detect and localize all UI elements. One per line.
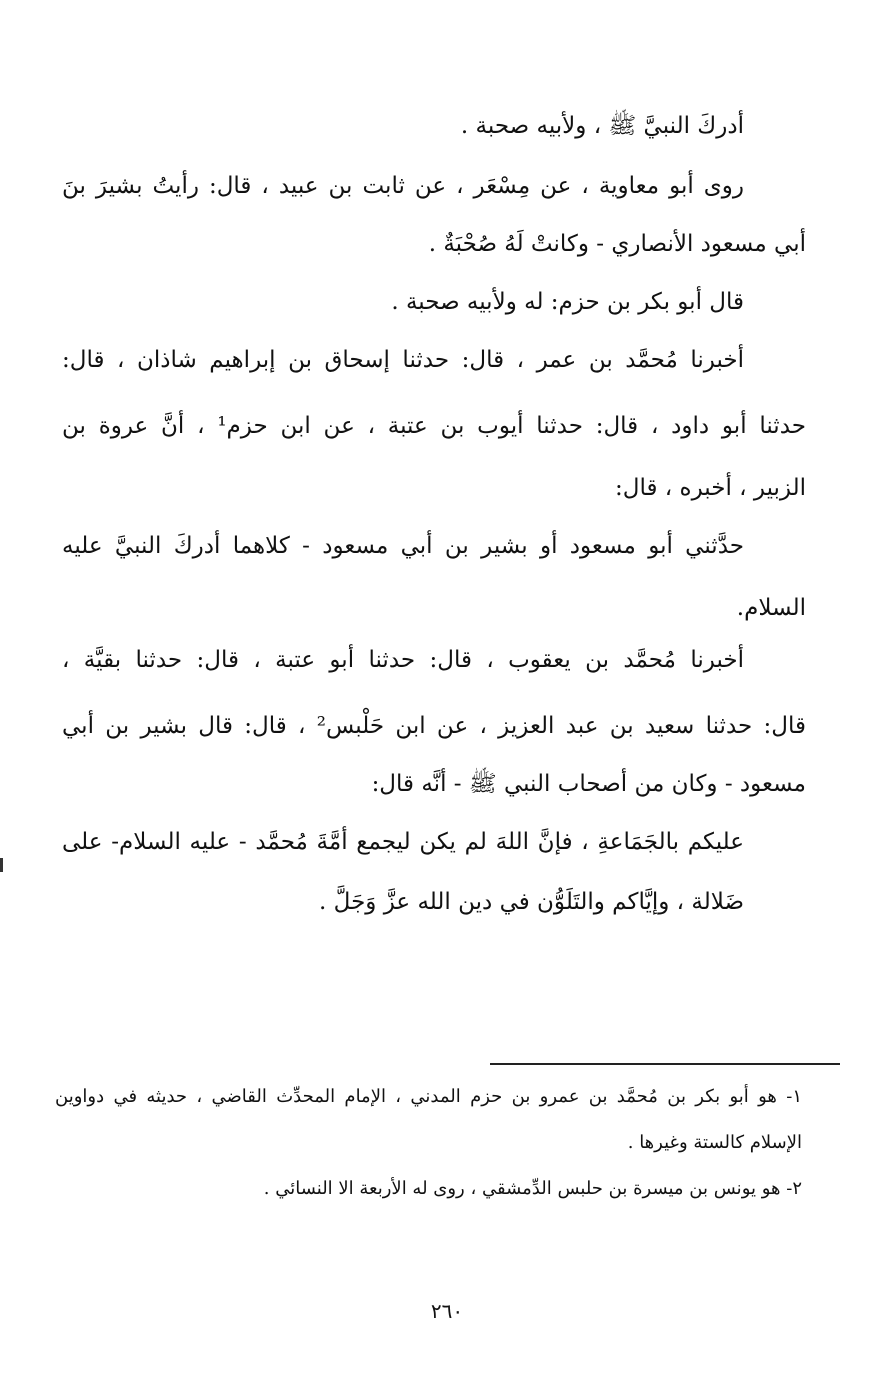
body-line-3: أبي مسعود الأنصاري - وكانتْ لَهُ صُحْبَةٌ . [428, 231, 806, 257]
body-line-9: السلام. [736, 595, 806, 621]
body-line-8: حدَّثني أبو مسعود أو بشير بن أبي مسعود - كلاهما أدركَ النبيَّ عليه [62, 533, 744, 559]
body-line-12: مسعود - وكان من أصحاب النبي ﷺ - أنَّه قال: [371, 771, 806, 797]
hadith-line-1: عليكم بالجَمَاعةِ ، فإنَّ اللهَ لم يكن ليجمع أمَّةَ مُحمَّد - عليه السلام- على [62, 829, 744, 855]
scan-edge-mark [0, 858, 3, 872]
body-line-4: قال أبو بكر بن حزم: له ولأبيه صحبة . [391, 289, 744, 315]
body-line-5: أخبرنا مُحمَّد بن عمر ، قال: حدثنا إسحاق بن إبراهيم شاذان ، قال: [62, 347, 744, 373]
page-number: ٢٦٠ [430, 1299, 464, 1323]
footnote-2: ٢- هو يونس بن ميسرة بن حلبس الدِّمشقي ، روى له الأربعة الا النسائي . [263, 1178, 802, 1199]
footnote-divider [490, 1063, 840, 1065]
body-line-2: روى أبو معاوية ، عن مِسْعَر ، عن ثابت بن عبيد ، قال: رأيتُ بشيرَ بنَ [62, 173, 744, 199]
footnote-1-line-1: ١- هو أبو بكر بن مُحمَّد بن عمرو بن حزم المدني ، الإمام المحدِّث القاضي ، حديثه في دواوين [55, 1086, 802, 1107]
body-line-6: حدثنا أبو داود ، قال: حدثنا أيوب بن عتبة ، عن ابن حزم¹ ، أنَّ عروة بن [62, 413, 806, 439]
body-line-1: أدركَ النبيَّ ﷺ ، ولأبيه صحبة . [460, 113, 744, 139]
body-line-11: قال: حدثنا سعيد بن عبد العزيز ، عن ابن حَلْبس² ، قال: قال بشير بن أبي [62, 713, 806, 739]
body-line-7: الزبير ، أخبره ، قال: [615, 475, 806, 501]
footnote-1-line-2: الإسلام كالستة وغيرها . [627, 1132, 802, 1153]
body-line-10: أخبرنا مُحمَّد بن يعقوب ، قال: حدثنا أبو عتبة ، قال: حدثنا بقيَّة ، [62, 647, 744, 673]
hadith-line-2: ضَلالة ، وإيَّاكم والتَلَوُّن في دين الله عزَّ وَجَلَّ . [319, 889, 744, 915]
